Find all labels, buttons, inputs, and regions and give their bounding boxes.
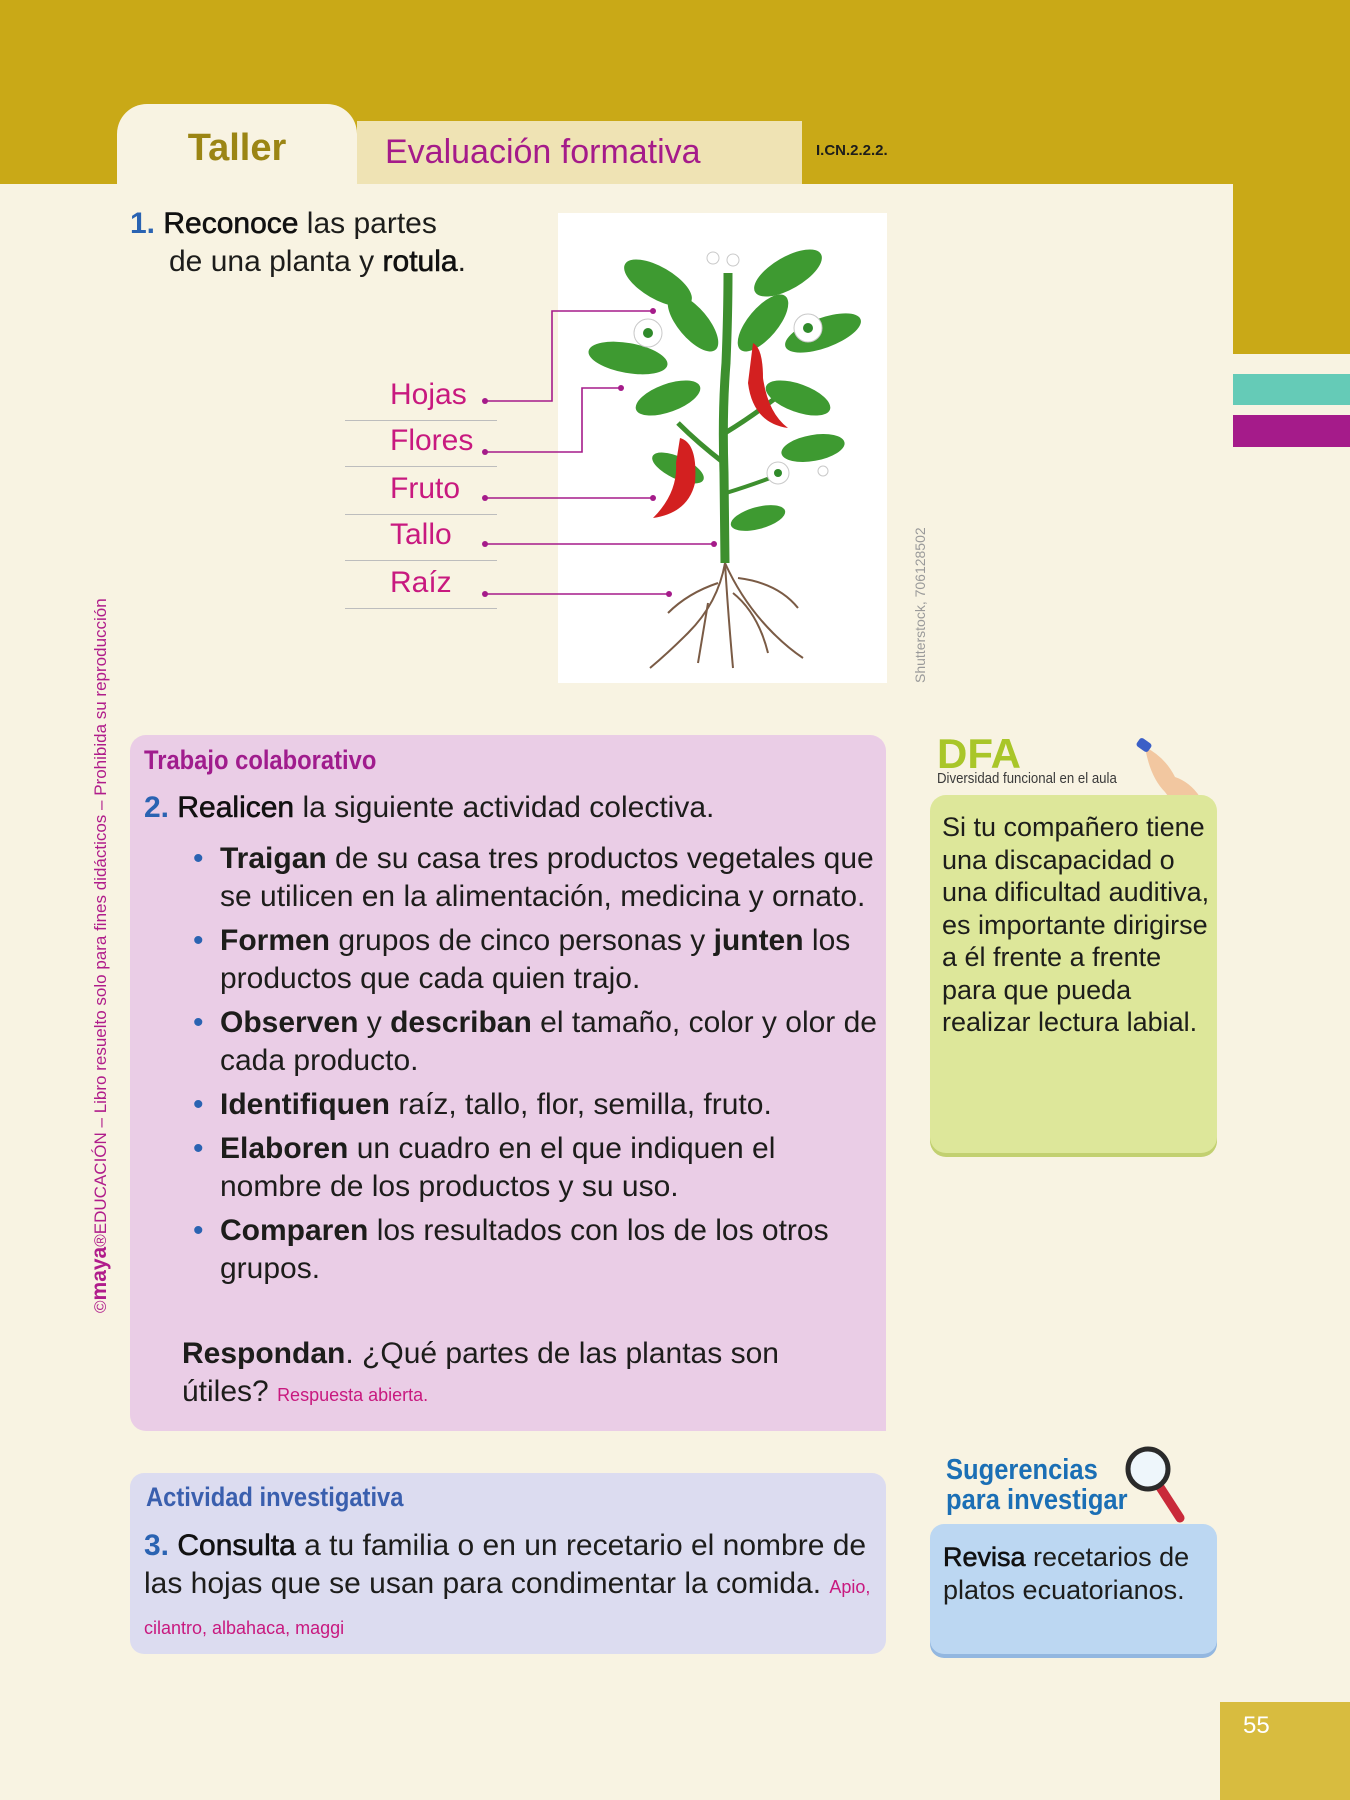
question-number: 3. [144, 1529, 170, 1562]
dfa-text: Si tu compañero tiene una discapacidad o una dificultad auditiva, es importante dirigirse a él frente a frente para que pueda realizar lectura labial. [942, 812, 1210, 1037]
section-title: Trabajo colaborativo [144, 745, 377, 775]
suggestions-title-line1: Sugerencias [946, 1454, 1098, 1486]
item-text: los resultados con los de los otros grupos. [220, 1214, 829, 1285]
action-verb: describan [390, 1006, 532, 1039]
section-title: Actividad investigativa [146, 1482, 404, 1512]
suggestion-text: recetarios de platos ecuatorianos. [943, 1542, 1190, 1605]
page-number-box [1220, 1702, 1350, 1800]
item-text: el tamaño, color y olor de cada producto. [220, 1006, 877, 1077]
question-text: a tu familia o en un recetario el nombre de las hojas que se usan para condimentar la comida. [144, 1529, 867, 1600]
action-verb: Consulta [177, 1529, 296, 1562]
photo-credit: Shutterstock, 706128502 [912, 527, 928, 683]
action-verb: Reconoce [163, 207, 299, 240]
item-text: de su casa tres productos vegetales que se utilicen en la alimentación, medicina y ornato. [220, 842, 874, 913]
respond-question [182, 1335, 872, 1414]
list-item [160, 1004, 880, 1080]
dfa-box [930, 795, 1217, 1153]
copyright-symbol: © [91, 1300, 110, 1313]
action-verb: Elaboren [220, 1132, 349, 1165]
item-text: y [358, 1006, 391, 1039]
question-number: 2. [144, 791, 170, 824]
page-number: 55 [1243, 1712, 1270, 1739]
action-verb: rotula [382, 245, 458, 278]
label-text: Raíz [390, 566, 452, 599]
registered-mark: ® [91, 1234, 110, 1247]
question-2 [144, 789, 874, 827]
action-verb: Comparen [220, 1214, 369, 1247]
question-3 [144, 1527, 874, 1647]
list-item [160, 1086, 880, 1124]
dfa-subtitle: Diversidad funcional en el aula [937, 770, 1117, 787]
question-number: 1. [130, 207, 156, 240]
label-text: Fruto [390, 472, 461, 505]
research-activity-box [130, 1473, 886, 1654]
tab-taller: Taller [117, 104, 357, 184]
activity-list [160, 840, 880, 1294]
collaborative-work-box [130, 735, 886, 1431]
item-text: grupos de cinco personas y [330, 924, 714, 957]
item-text: un cuadro en el que indiquen el nombre de los productos y su uso. [220, 1132, 776, 1203]
action-verb: Respondan [182, 1337, 346, 1370]
answer-text: Apio, cilantro, albahaca, maggi [144, 1577, 871, 1638]
copyright-text: EDUCACIÓN – Libro resuelto solo para fines didácticos – Prohibida su reproducción [91, 598, 110, 1235]
action-verb: Identifiquen [220, 1088, 390, 1121]
list-item [160, 840, 880, 916]
question-text: . [457, 245, 466, 278]
label-text: Flores [390, 424, 474, 457]
suggestions-title [946, 1455, 1128, 1515]
list-item [160, 1212, 880, 1288]
magnifying-glass-icon [1120, 1444, 1190, 1524]
question-text: . ¿Qué partes de las plantas son útiles? [182, 1337, 779, 1408]
tab-evaluacion-formativa: Evaluación formativa [357, 121, 802, 184]
question-text: la siguiente actividad colectiva. [294, 791, 715, 824]
leader-line-hojas [485, 311, 653, 401]
list-item [160, 1130, 880, 1206]
action-verb: Revisa [943, 1542, 1026, 1572]
curriculum-code: I.CN.2.2.2. [816, 142, 888, 159]
label-text: Tallo [390, 518, 452, 551]
action-verb: Observen [220, 1006, 359, 1039]
action-verb: junten [713, 924, 804, 957]
list-item [160, 922, 880, 998]
question-text: de una planta y [169, 245, 383, 278]
dfa-title: DFA [937, 730, 1021, 777]
answer-text: Respuesta abierta. [277, 1385, 429, 1405]
question-text: las partes [298, 207, 437, 240]
action-verb: Realicen [177, 791, 295, 824]
action-verb: Traigan [220, 842, 327, 875]
suggestions-box [930, 1524, 1217, 1654]
suggestions-text [943, 1541, 1213, 1606]
item-text: los productos que cada quien trajo. [220, 924, 851, 995]
suggestions-title-line2: para investigar [946, 1484, 1128, 1516]
action-verb: Formen [220, 924, 331, 957]
brand-name: maya [88, 1246, 111, 1301]
item-text: raíz, tallo, flor, semilla, fruto. [389, 1088, 772, 1121]
leader-line-flores [485, 388, 621, 452]
label-text: Hojas [390, 378, 467, 411]
